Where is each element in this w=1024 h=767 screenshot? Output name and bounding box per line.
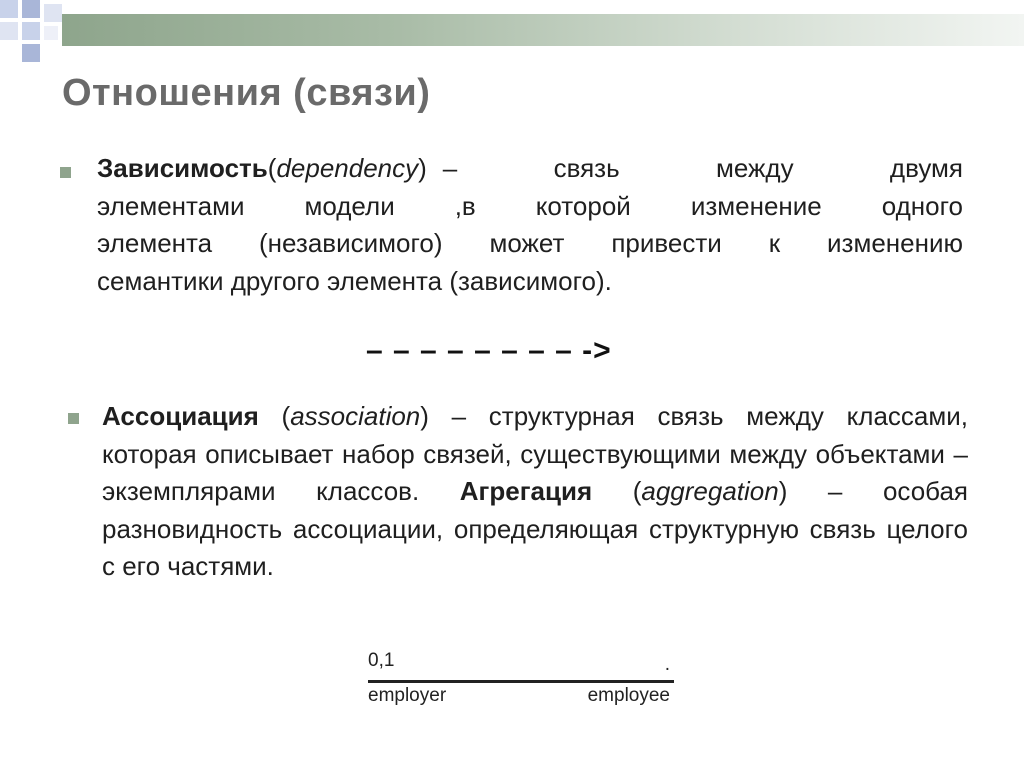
dependency-line-1 xyxy=(97,150,963,188)
aggregation-term: Агрегация xyxy=(459,476,593,507)
deco-square xyxy=(0,22,18,40)
bullet-marker xyxy=(68,413,79,424)
dependency-line-4: семантики другого элемента (зависимого). xyxy=(97,265,612,296)
dependency-line-1-text: – связь между двумя xyxy=(442,153,963,183)
deco-square xyxy=(44,4,62,22)
dependency-term: Зависимость xyxy=(97,153,268,183)
deco-square xyxy=(22,22,40,40)
dependency-line-2: элементами модели ,в которой изменение одного xyxy=(97,190,963,221)
role-employee: employee xyxy=(587,685,670,706)
dependency-paragraph xyxy=(97,150,963,300)
dependency-term-en-wrap: (dependency) xyxy=(267,153,427,183)
multiplicity-right: . xyxy=(664,654,670,675)
deco-square xyxy=(22,0,40,18)
deco-square xyxy=(44,26,58,40)
slide-title: Отношения (связи) xyxy=(62,72,431,114)
association-text: – структурная связь между классами, которая описывает набор связей, существующими между объектами – экземплярами классов. xyxy=(102,401,968,507)
association-line xyxy=(368,680,674,683)
association-paragraph: Ассоциация (association) – структурная связь между классами, которая описывает набор связей, существующими между объектами – экземплярами классов. Агрегация (aggregation) – особая разновидность ассоциации, определяющая структурную связь целого с его частями. xyxy=(102,401,968,582)
aggregation-term-en: aggregation xyxy=(641,476,779,507)
role-employer: employer xyxy=(368,685,447,706)
association-term: Ассоциация xyxy=(102,401,259,431)
association-diagram xyxy=(368,650,674,710)
multiplicity-label: 0,1 xyxy=(368,650,395,671)
dependency-line-3: элемента (независимого) может привести к изменению xyxy=(97,228,963,259)
dependency-term-en: dependency xyxy=(276,153,419,183)
association-term-en: association xyxy=(290,401,421,431)
bullet-marker xyxy=(60,167,71,178)
deco-square xyxy=(22,44,40,62)
deco-square xyxy=(0,0,18,18)
dependency-arrow: – – – – – – – – -> xyxy=(366,334,612,367)
header-gradient-bar xyxy=(62,14,1024,46)
aggregation-text: – особая разновидность ассоциации, определяющая структурную связь целого с его частями. xyxy=(102,476,968,582)
